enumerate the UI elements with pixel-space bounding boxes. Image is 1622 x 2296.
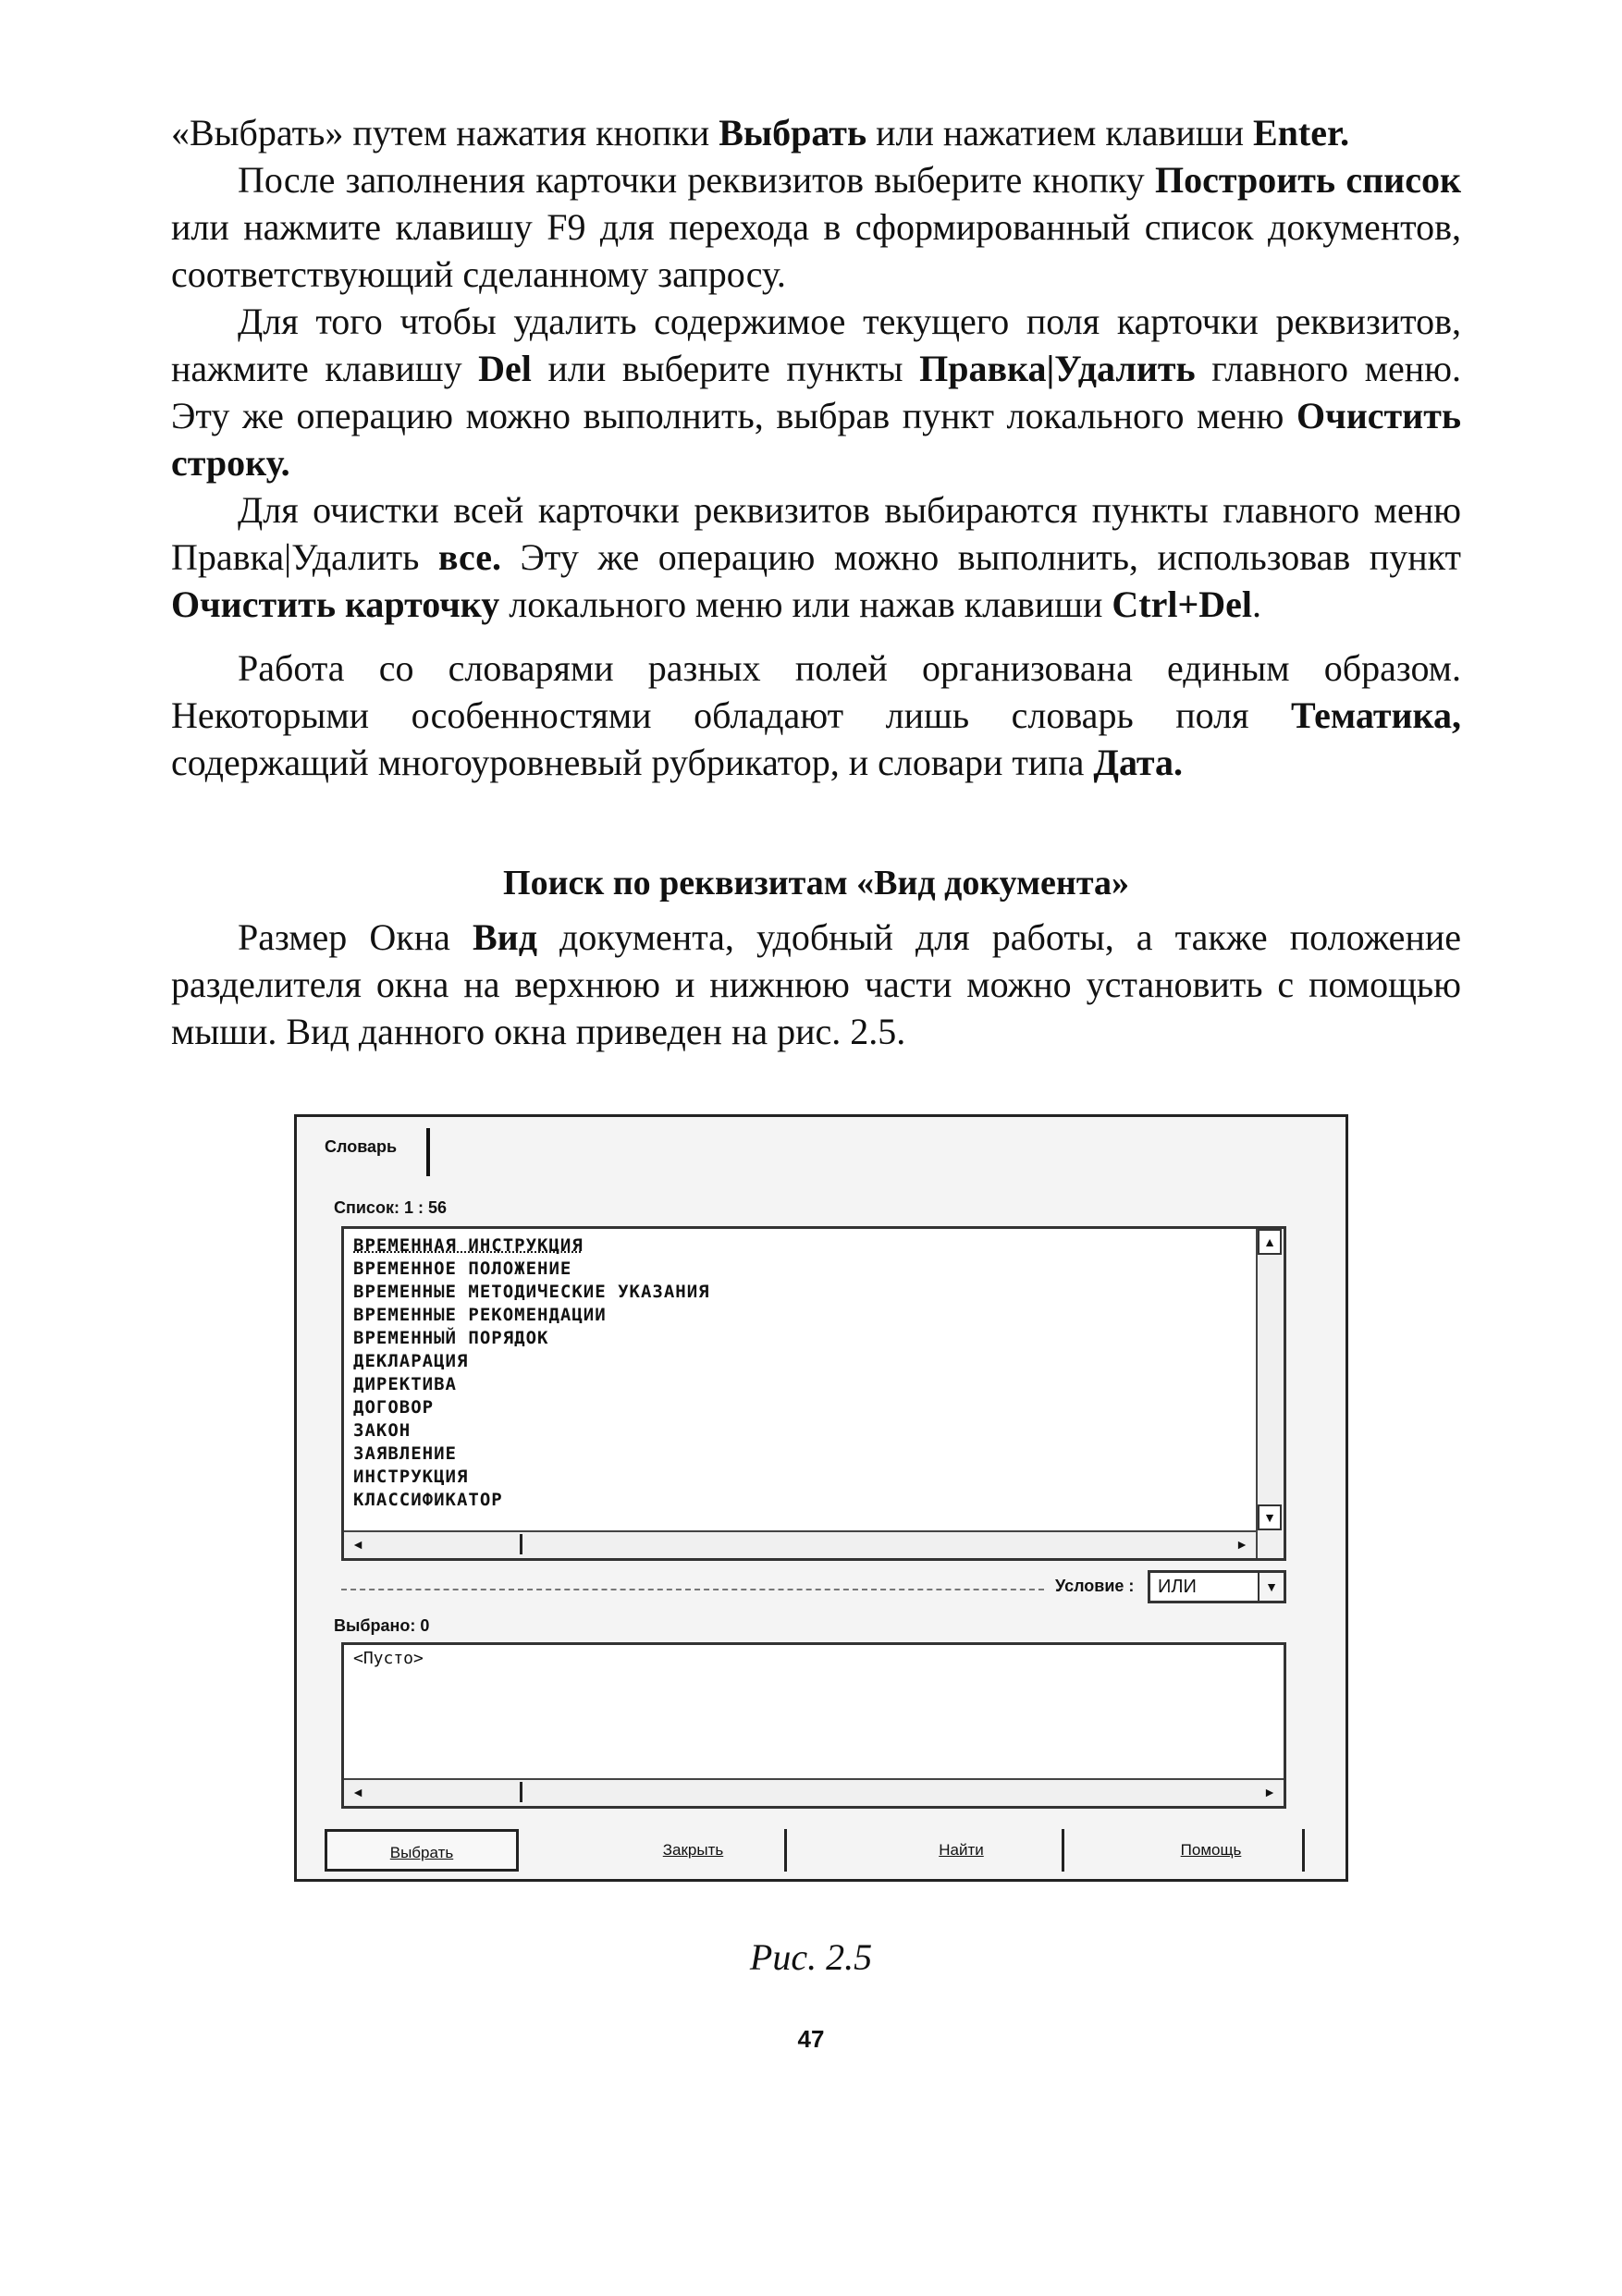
list-item[interactable]: ВРЕМЕННЫЙ ПОРЯДОК bbox=[353, 1328, 549, 1348]
p3-bold-2: Правка|Удалить bbox=[919, 348, 1196, 389]
p4-bold-3: Ctrl+Del bbox=[1112, 583, 1253, 625]
body-text bbox=[171, 109, 1461, 786]
list-item[interactable]: ДЕКЛАРАЦИЯ bbox=[353, 1351, 469, 1371]
list-item[interactable]: ВРЕМЕННОЕ ПОЛОЖЕНИЕ bbox=[353, 1259, 572, 1279]
list-item[interactable]: ВРЕМЕННЫЕ МЕТОДИЧЕСКИЕ УКАЗАНИЯ bbox=[353, 1282, 710, 1302]
list-item[interactable]: ЗАЯВЛЕНИЕ bbox=[353, 1443, 457, 1464]
p1-text-2: или нажатием клавиши bbox=[866, 112, 1253, 153]
dictionary-items bbox=[353, 1234, 710, 1512]
p4-text-2: Эту же операцию можно выполнить, использовав пункт bbox=[501, 536, 1461, 578]
dictionary-dialog bbox=[294, 1114, 1348, 1882]
page-number: 47 bbox=[797, 2025, 825, 2053]
p2-bold-1: Построить список bbox=[1154, 159, 1462, 201]
scroll-left-icon[interactable]: ◄ bbox=[351, 1537, 364, 1552]
chosen-count-label: Выбрано: 0 bbox=[334, 1616, 430, 1635]
p5-text-2: содержащий многоуровневый рубрикатор, и словари типа bbox=[171, 742, 1094, 783]
p4-bold-2: Очистить карточку bbox=[171, 583, 500, 625]
p3-text-3: главного меню. Эту же операцию можно выполнить, выбрав пункт локального меню bbox=[171, 348, 1461, 436]
list-item[interactable]: ВРЕМЕННАЯ ИНСТРУКЦИЯ bbox=[353, 1235, 584, 1256]
figure-caption: Рис. 2.5 bbox=[749, 1936, 873, 1978]
scroll-down-icon[interactable]: ▼ bbox=[1258, 1504, 1282, 1530]
body-text-2 bbox=[171, 914, 1461, 1055]
p2-text-1: После заполнения карточки реквизитов выберите кнопку bbox=[238, 159, 1155, 201]
list-count-label: Список: 1 : 56 bbox=[334, 1198, 447, 1217]
chevron-down-icon[interactable]: ▼ bbox=[1258, 1573, 1284, 1601]
close-button[interactable]: Закрыть bbox=[602, 1829, 787, 1872]
scroll-right-icon[interactable]: ► bbox=[1263, 1785, 1276, 1799]
chosen-horizontal-scrollbar[interactable] bbox=[344, 1778, 1284, 1806]
tab-dictionary[interactable]: Словарь bbox=[325, 1137, 398, 1156]
scroll-right-icon[interactable]: ► bbox=[1235, 1537, 1248, 1552]
dialog-buttons bbox=[325, 1829, 1323, 1873]
p6-text-2: документа, удобный для работы, а также положение разделителя окна на верхнюю и нижнюю части можно установить с помощью мыши. Вид данного окна приведен на рис. 2.5. bbox=[171, 916, 1462, 1052]
list-item[interactable]: ЗАКОН bbox=[353, 1420, 412, 1441]
list-item[interactable]: ИНСТРУКЦИЯ bbox=[353, 1467, 469, 1487]
list-vertical-scrollbar[interactable] bbox=[1256, 1229, 1284, 1558]
paragraph-2 bbox=[171, 156, 1461, 298]
p6-text-1: Размер Окна bbox=[238, 916, 473, 958]
splitter-line[interactable] bbox=[341, 1589, 1044, 1590]
scroll-left-icon[interactable]: ◄ bbox=[351, 1785, 364, 1799]
paragraph-6 bbox=[171, 914, 1461, 1055]
paragraph-5 bbox=[171, 645, 1461, 786]
chosen-listbox[interactable] bbox=[341, 1642, 1286, 1809]
help-button[interactable]: Помощь bbox=[1120, 1829, 1305, 1872]
p1-text-1: «Выбрать» путем нажатия кнопки bbox=[171, 112, 719, 153]
p3-text-1: Для того чтобы удалить содержимое текущего поля карточки реквизитов, нажмите клавишу bbox=[171, 301, 1461, 389]
p1-bold-1: Выбрать bbox=[719, 112, 867, 153]
p6-bold-1: Вид bbox=[472, 916, 537, 958]
list-horizontal-scrollbar[interactable] bbox=[344, 1530, 1256, 1558]
condition-select[interactable] bbox=[1148, 1570, 1286, 1603]
scroll-thumb[interactable] bbox=[381, 1782, 522, 1802]
paragraph-3 bbox=[171, 298, 1461, 486]
p5-bold-1: Тематика, bbox=[1291, 694, 1461, 736]
scroll-thumb[interactable] bbox=[381, 1534, 522, 1554]
list-item[interactable]: КЛАССИФИКАТОР bbox=[353, 1490, 503, 1510]
condition-label: Условие : bbox=[1055, 1577, 1135, 1595]
p4-bold-1: все. bbox=[437, 536, 501, 578]
p3-text-2: или выберите пункты bbox=[531, 348, 920, 389]
p3-bold-1: Del bbox=[478, 348, 532, 389]
list-item[interactable]: ДИРЕКТИВА bbox=[353, 1374, 457, 1394]
p4-text-4: . bbox=[1252, 583, 1262, 625]
p5-text-1: Работа со словарями разных полей организована единым образом. Некоторыми особенностями обладают лишь словарь поля bbox=[171, 647, 1461, 736]
condition-value: ИЛИ bbox=[1158, 1577, 1197, 1597]
dictionary-listbox[interactable] bbox=[341, 1226, 1286, 1561]
p2-text-2: или нажмите клавишу F9 для перехода в сформированный список документов, соответствующий сделанному запросу. bbox=[171, 206, 1461, 295]
find-button[interactable]: Найти bbox=[861, 1829, 1064, 1872]
p4-text-3: локального меню или нажав клавиши bbox=[499, 583, 1112, 625]
section-heading: Поиск по реквизитам «Вид документа» bbox=[503, 864, 1129, 902]
list-item[interactable]: ВРЕМЕННЫЕ РЕКОМЕНДАЦИИ bbox=[353, 1305, 607, 1325]
p4-text-1: Для очистки всей карточки реквизитов выбираются пункты главного меню Правка|Удалить bbox=[171, 489, 1461, 578]
list-item[interactable]: ДОГОВОР bbox=[353, 1397, 435, 1418]
empty-placeholder: <Пусто> bbox=[353, 1649, 424, 1668]
paragraph-1 bbox=[171, 109, 1461, 156]
p3-bold-3: Очистить строку. bbox=[171, 395, 1461, 484]
paragraph-4 bbox=[171, 486, 1461, 628]
p5-bold-2: Дата. bbox=[1093, 742, 1184, 783]
scroll-up-icon[interactable]: ▲ bbox=[1258, 1229, 1282, 1255]
tab-separator bbox=[426, 1128, 430, 1176]
select-button[interactable]: Выбрать bbox=[325, 1829, 519, 1872]
p1-bold-2: Enter. bbox=[1253, 112, 1350, 153]
